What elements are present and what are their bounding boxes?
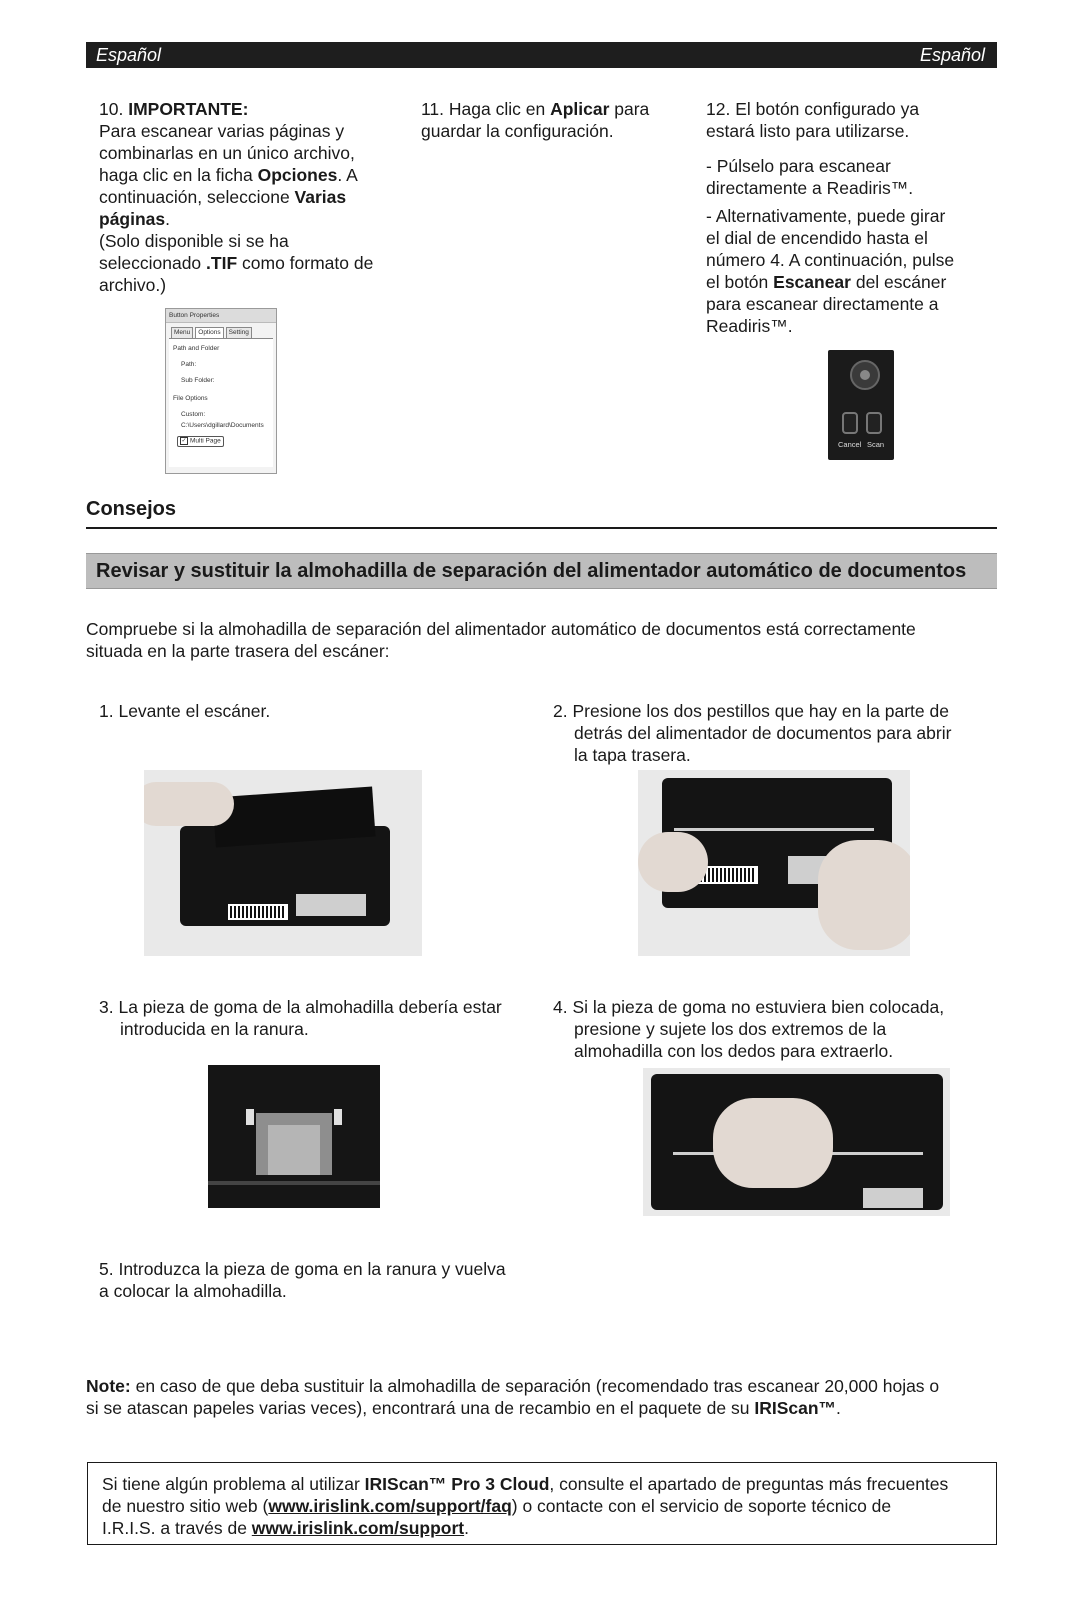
scan-button-icon (866, 412, 882, 434)
step-10-line: combinarlas en un único archivo, (99, 143, 355, 163)
step-12-bullet: Readiris™. (706, 316, 793, 336)
step-10-line: haga clic en la ficha Opciones. A (99, 165, 358, 185)
step-12-line: 12. El botón configurado ya (706, 99, 920, 119)
multi-page-checkbox: ✓ Multi Page (177, 436, 224, 447)
step-3 (99, 996, 539, 1040)
tab-options: Options (195, 327, 223, 338)
note-label: Note: (86, 1376, 131, 1396)
step-1 (99, 700, 270, 722)
photo-lift-scanner (144, 770, 422, 956)
tab-menu: Menu (171, 327, 193, 338)
step-4 (553, 996, 993, 1062)
step-5 (99, 1258, 549, 1302)
step-10-line: páginas. (99, 209, 171, 229)
header-language-left: Español (96, 45, 162, 65)
file-options-group-label: File Options (173, 395, 208, 402)
step-2-line: detrás del alimentador de documentos para abrir (574, 723, 952, 743)
step-2-line: la tapa trasera. (574, 745, 691, 765)
note-line: si se atascan papeles varias veces), encontrará una de recambio en el paquete de su IRIScan™. (86, 1398, 841, 1418)
subsection-title: Revisar y sustituir la almohadilla de separación del alimentador automático de documentos (96, 560, 967, 582)
header-bar (86, 42, 997, 68)
step-12-bullet: - Púlselo para escanear (706, 156, 891, 176)
step-10-line: Para escanear varias páginas y (99, 121, 345, 141)
button-properties-dialog-screenshot (165, 308, 277, 474)
step-12-bullet: para escanear directamente a (706, 294, 939, 314)
step-2 (553, 700, 993, 766)
path-group-label: Path and Folder (173, 345, 220, 352)
dialog-tabs (166, 323, 276, 338)
custom-label: Custom: (181, 411, 206, 418)
step-4-line: 4. Si la pieza de goma no estuviera bien colocada, (553, 997, 945, 1017)
support-line: de nuestro sitio web (www.irislink.com/support/faq) o contacte con el servicio de soporte técnico de (102, 1496, 892, 1516)
dialog-title: Button Properties (166, 309, 276, 323)
section-title: Consejos (86, 498, 177, 520)
tab-setting: Setting (226, 327, 252, 338)
step-10-line: continuación, seleccione Varias (99, 187, 347, 207)
step-4-line: presione y sujete los dos extremos de la (574, 1019, 887, 1039)
scanner-control-panel-photo (828, 350, 894, 460)
step-3-line: 3. La pieza de goma de la almohadilla debería estar (99, 997, 502, 1017)
support-text (102, 1473, 992, 1539)
step-12-bullet: el dial de encendido hasta el (706, 228, 928, 248)
step-12 (706, 98, 996, 337)
note-line: Note: en caso de que deba sustituir la almohadilla de separación (recomendado tras escanear 20,000 hojas o (86, 1376, 940, 1396)
step-12-line: estará listo para utilizarse. (706, 121, 910, 141)
header-language-right: Español (919, 45, 985, 65)
step-5-line: 5. Introduzca la pieza de goma en la ranura y vuelva (99, 1259, 506, 1279)
support-link[interactable]: www.irislink.com/support (251, 1518, 465, 1538)
note-paragraph (86, 1375, 997, 1419)
step-12-bullet: el botón Escanear del escáner (706, 272, 947, 292)
step-5-line: a colocar la almohadilla. (99, 1281, 287, 1301)
step-12-bullet: - Alternativamente, puede girar (706, 206, 946, 226)
support-line: Si tiene algún problema al utilizar IRIScan™ Pro 3 Cloud, consulte el apartado de preguntas más frecuentes (102, 1474, 949, 1494)
step-12-bullet: directamente a Readiris™. (706, 178, 914, 198)
photo-remove-pad (643, 1068, 950, 1216)
dialog-panel (169, 338, 273, 467)
power-dial-icon (850, 360, 880, 390)
photo-rubber-pad-slot (208, 1065, 380, 1208)
subfolder-label: Sub Folder: (181, 377, 215, 384)
scan-label: Scan (867, 440, 885, 449)
step-4-line: almohadilla con los dedos para extraerlo. (574, 1041, 894, 1061)
intro-line: Compruebe si la almohadilla de separación del alimentador automático de documentos está correctamente (86, 619, 916, 639)
step-1-line: 1. Levante el escáner. (99, 701, 271, 721)
intro-line: situada en la parte trasera del escáner: (86, 641, 390, 661)
step-10-line: (Solo disponible si se ha (99, 231, 289, 251)
faq-link[interactable]: www.irislink.com/support/faq (268, 1496, 512, 1516)
step-12-bullet: número 4. A continuación, pulse (706, 250, 955, 270)
support-line: I.R.I.S. a través de www.irislink.com/support. (102, 1518, 469, 1538)
step-10-heading: IMPORTANTE: (128, 99, 249, 119)
cancel-label: Cancel (838, 440, 862, 449)
step-11-line: guardar la configuración. (421, 121, 614, 141)
step-2-line: 2. Presione los dos pestillos que hay en la parte de (553, 701, 949, 721)
checkbox-check-icon: ✓ (181, 438, 187, 444)
step-11 (421, 98, 691, 142)
step-10-line: seleccionado .TIF como formato de (99, 253, 374, 273)
step-10-line: archivo.) (99, 275, 167, 295)
step-11-line: 11. Haga clic en Aplicar para (421, 99, 650, 119)
path-label: Path: (181, 361, 197, 368)
step-3-line: introducida en la ranura. (120, 1019, 309, 1039)
custom-path-value: C:\Users\dgillard\Documents (181, 422, 264, 429)
section-divider (86, 527, 997, 529)
cancel-button-icon (842, 412, 858, 434)
step-10 (99, 98, 399, 296)
intro-paragraph (86, 618, 997, 662)
step-10-number: 10. (99, 99, 124, 119)
photo-press-latches (638, 770, 910, 956)
